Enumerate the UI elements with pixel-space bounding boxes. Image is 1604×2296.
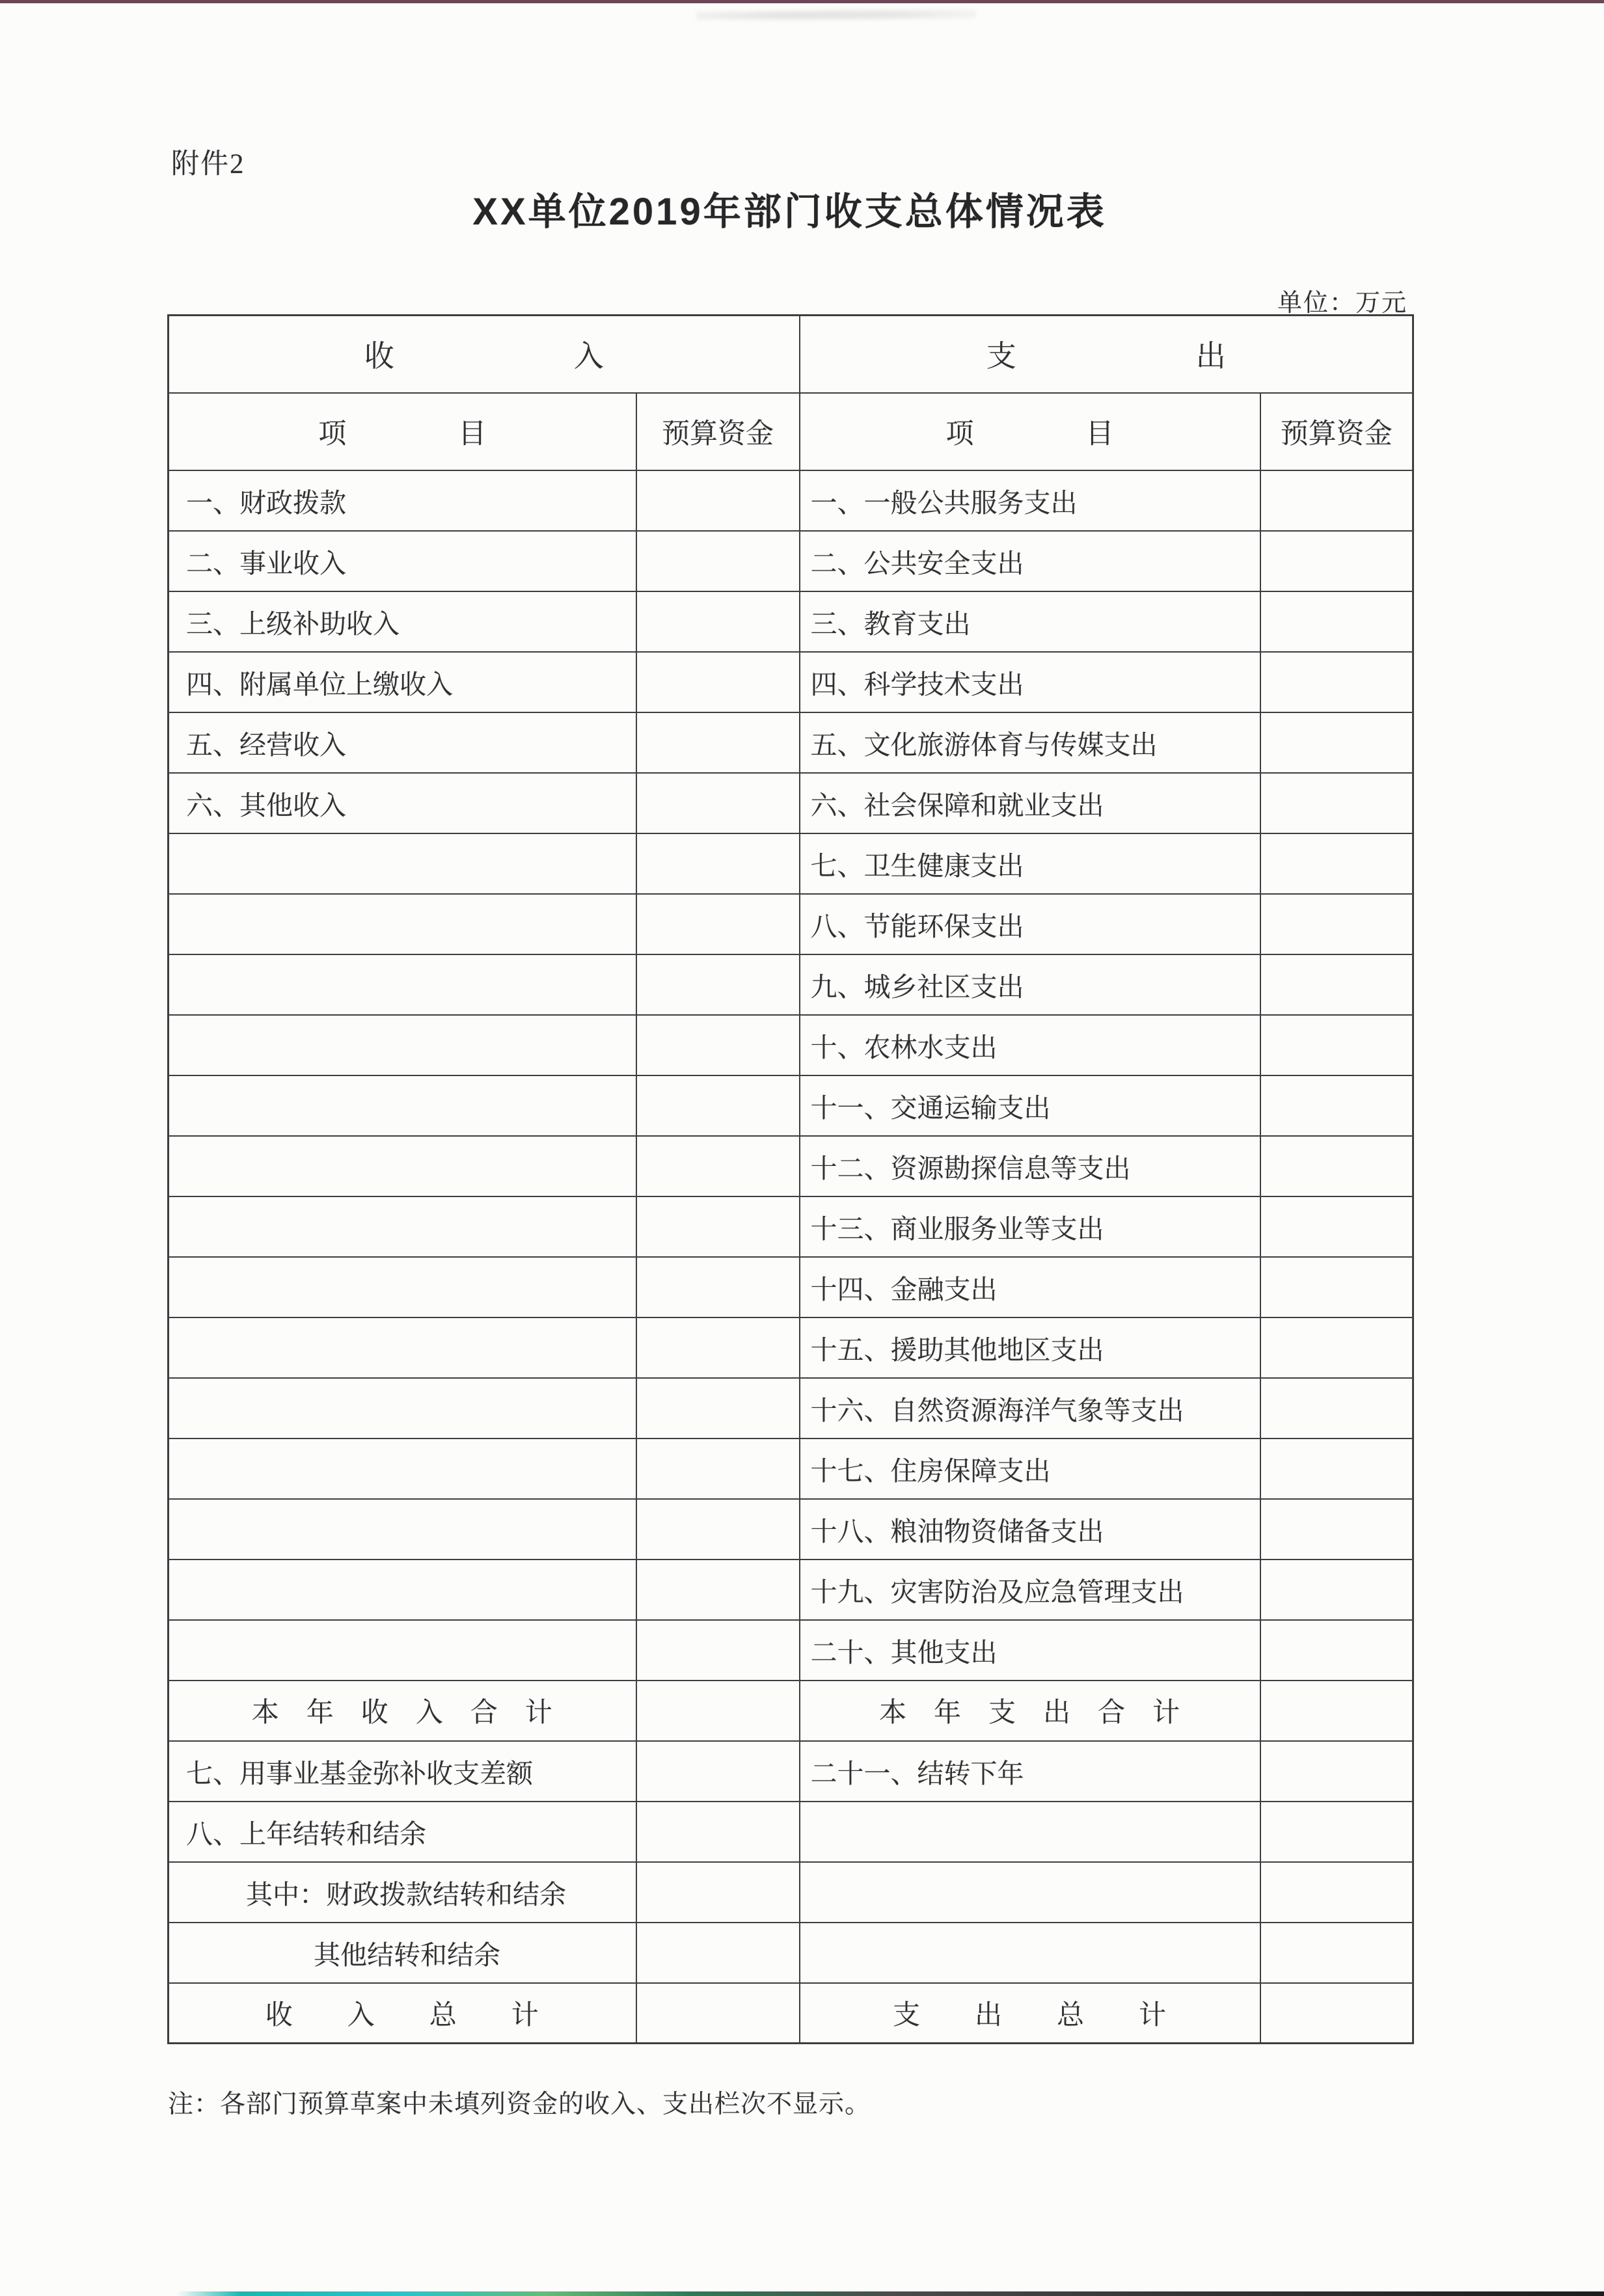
expense-budget-cell [1260,894,1413,954]
income-item-cell: 二、事业收入 [169,531,636,591]
expense-item-cell: 三、教育支出 [800,591,1260,652]
expense-budget-cell [1260,1196,1413,1257]
table-row [169,591,1413,652]
expense-item-cell: 二、公共安全支出 [800,531,1260,591]
table-row [169,894,1413,954]
income-budget-cell [636,1075,800,1136]
income-item-cell [169,1075,636,1136]
expense-item-cell: 九、城乡社区支出 [800,954,1260,1015]
expense-budget-cell [1260,1499,1413,1560]
expense-item-cell: 六、社会保障和就业支出 [800,773,1260,833]
income-budget-cell [636,1378,800,1438]
expense-item-cell: 十五、援助其他地区支出 [800,1317,1260,1378]
expense-item-cell: 十、农林水支出 [800,1015,1260,1075]
income-section-header: 收 入 [169,316,800,393]
income-item-cell: 四、附属单位上缴收入 [169,652,636,712]
expense-item-cell: 十一、交通运输支出 [800,1075,1260,1136]
expense-item-cell: 二十一、结转下年 [800,1741,1260,1802]
expense-budget-cell [1260,652,1413,712]
income-item-cell [169,833,636,894]
table-row [169,531,1413,591]
expense-item-cell: 十三、商业服务业等支出 [800,1196,1260,1257]
expense-budget-cell [1260,1741,1413,1802]
income-item-cell [169,1136,636,1196]
expense-budget-cell [1260,1620,1413,1681]
expense-item-cell: 十六、自然资源海洋气象等支出 [800,1378,1260,1438]
page-title: XX单位2019年部门收支总体情况表 [472,191,1107,233]
expense-item-cell [800,1802,1260,1862]
expense-budget-cell [1260,1923,1413,1983]
income-item-cell: 三、上级补助收入 [169,591,636,652]
income-budget-cell [636,531,800,591]
income-budget-cell [636,1015,800,1075]
income-item-cell [169,1257,636,1317]
table-row [169,1136,1413,1196]
income-budget-cell [636,1257,800,1317]
expense-item-cell: 十四、金融支出 [800,1257,1260,1317]
expense-budget-cell [1260,531,1413,591]
table-row [169,1378,1413,1438]
income-item-cell [169,894,636,954]
table-row [169,1802,1413,1862]
budget-summary-table [167,314,1414,2044]
footnote: 注：各部门预算草案中未填列资金的收入、支出栏次不显示。 [168,2090,871,2118]
expense-item-cell: 十八、粮油物资储备支出 [800,1499,1260,1560]
income-budget-cell [636,894,800,954]
income-item-cell [169,954,636,1015]
expense-budget-cell [1260,954,1413,1015]
expense-budget-cell [1260,1438,1413,1499]
expense-item-cell: 五、文化旅游体育与传媒支出 [800,712,1260,773]
table-row [169,1317,1413,1378]
table-row [169,652,1413,712]
expense-budget-cell [1260,591,1413,652]
expense-budget-cell [1260,1862,1413,1923]
table-row [169,1983,1413,2044]
expense-item-cell: 本 年 支 出 合 计 [800,1681,1260,1741]
expense-budget-cell [1260,1378,1413,1438]
income-item-cell: 七、用事业基金弥补收支差额 [169,1741,636,1802]
income-item-cell: 收 入 总 计 [169,1983,636,2044]
income-item-cell: 其他结转和结余 [169,1923,636,1983]
expense-section-header: 支 出 [800,316,1413,393]
income-item-cell [169,1438,636,1499]
table-row [169,1499,1413,1560]
expense-budget-cell [1260,1015,1413,1075]
income-item-cell: 一、财政拨款 [169,470,636,531]
income-budget-cell [636,833,800,894]
table-row [169,470,1413,531]
income-item-cell [169,1378,636,1438]
income-item-cell: 五、经营收入 [169,712,636,773]
expense-budget-cell [1260,1136,1413,1196]
income-item-cell [169,1499,636,1560]
income-budget-cell [636,1802,800,1862]
income-budget-cell [636,1317,800,1378]
scan-top-edge-artifact [0,0,1604,3]
expense-budget-cell [1260,1257,1413,1317]
expense-budget-cell [1260,1681,1413,1741]
expense-item-cell [800,1862,1260,1923]
income-budget-cell [636,1862,800,1923]
scan-bottom-edge-artifact [0,2291,1604,2296]
table-row [169,1257,1413,1317]
table-row [169,1196,1413,1257]
table-row [169,833,1413,894]
table-row [169,1015,1413,1075]
income-item-cell [169,1015,636,1075]
income-item-cell: 八、上年结转和结余 [169,1802,636,1862]
income-budget-cell [636,470,800,531]
table-row [169,1075,1413,1136]
income-budget-cell [636,1438,800,1499]
expense-item-cell [800,1923,1260,1983]
income-item-column-header: 项 目 [169,393,636,470]
expense-item-cell: 一、一般公共服务支出 [800,470,1260,531]
expense-budget-cell [1260,1802,1413,1862]
expense-budget-cell [1260,833,1413,894]
expense-item-cell: 十七、住房保障支出 [800,1438,1260,1499]
income-budget-cell [636,1196,800,1257]
table-row [169,954,1413,1015]
table-row [169,1741,1413,1802]
income-item-cell: 本 年 收 入 合 计 [169,1681,636,1741]
expense-item-cell: 十九、灾害防治及应急管理支出 [800,1560,1260,1620]
attachment-label: 附件2 [171,149,245,180]
expense-budget-cell [1260,1560,1413,1620]
expense-budget-cell [1260,712,1413,773]
expense-budget-cell [1260,1075,1413,1136]
expense-budget-column-header: 预算资金 [1260,393,1413,470]
expense-item-cell: 八、节能环保支出 [800,894,1260,954]
table-row [169,1862,1413,1923]
income-budget-cell [636,712,800,773]
expense-budget-cell [1260,1983,1413,2044]
income-budget-cell [636,1560,800,1620]
expense-item-column-header: 项 目 [800,393,1260,470]
expense-item-cell: 十二、资源勘探信息等支出 [800,1136,1260,1196]
income-budget-cell [636,1923,800,1983]
table-row [169,1620,1413,1681]
section-header-row [169,316,1413,393]
expense-item-cell: 二十、其他支出 [800,1620,1260,1681]
expense-budget-cell [1260,470,1413,531]
table-row [169,1681,1413,1741]
income-budget-cell [636,1499,800,1560]
income-item-cell [169,1620,636,1681]
table-row [169,712,1413,773]
income-budget-cell [636,954,800,1015]
expense-budget-cell [1260,1317,1413,1378]
income-budget-column-header: 预算资金 [636,393,800,470]
expense-item-cell: 七、卫生健康支出 [800,833,1260,894]
income-budget-cell [636,652,800,712]
income-item-cell [169,1196,636,1257]
income-budget-cell [636,1983,800,2044]
unit-label: 单位：万元 [1277,290,1407,317]
income-budget-cell [636,591,800,652]
scan-smudge-artifact [696,8,976,23]
income-budget-cell [636,1681,800,1741]
income-item-cell [169,1317,636,1378]
income-budget-cell [636,1620,800,1681]
expense-item-cell: 四、科学技术支出 [800,652,1260,712]
income-item-cell: 其中：财政拨款结转和结余 [169,1862,636,1923]
income-budget-cell [636,1741,800,1802]
table-row [169,1560,1413,1620]
expense-item-cell: 支 出 总 计 [800,1983,1260,2044]
table-row [169,773,1413,833]
table-row [169,1923,1413,1983]
table-body [169,470,1413,2044]
income-budget-cell [636,1136,800,1196]
table-row [169,1438,1413,1499]
column-header-row [169,393,1413,470]
income-budget-cell [636,773,800,833]
expense-budget-cell [1260,773,1413,833]
income-item-cell: 六、其他收入 [169,773,636,833]
income-item-cell [169,1560,636,1620]
